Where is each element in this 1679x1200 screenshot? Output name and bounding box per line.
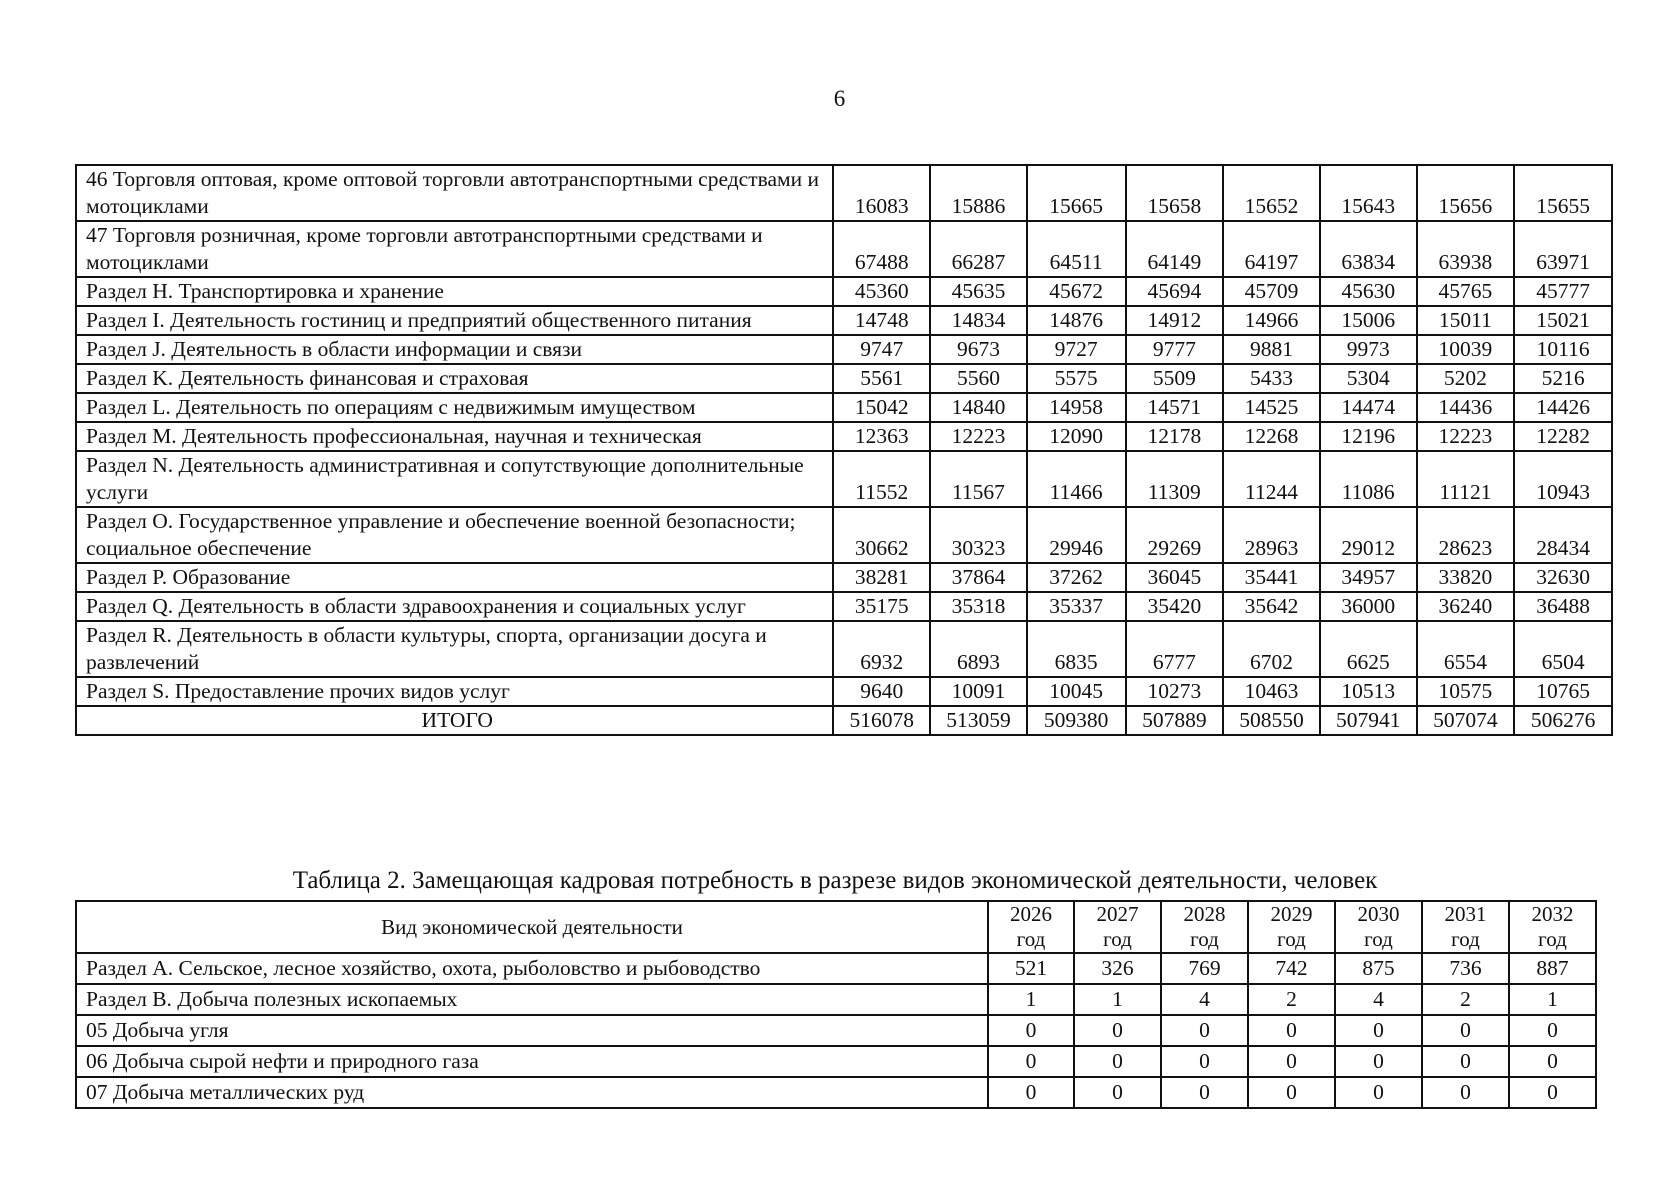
value-cell: 67488 — [833, 221, 930, 277]
year-unit: год — [1190, 927, 1219, 951]
value-cell: 15042 — [833, 393, 930, 422]
value-cell: 36488 — [1514, 592, 1612, 621]
value-cell: 6777 — [1126, 621, 1224, 677]
activity-name: 07 Добыча металлических руд — [76, 1077, 988, 1108]
table-row — [76, 165, 1612, 221]
table-row — [76, 507, 1612, 563]
value-cell: 15643 — [1320, 165, 1417, 221]
value-cell: 0 — [1074, 1046, 1161, 1077]
value-cell: 10091 — [930, 677, 1027, 706]
value-cell: 0 — [1509, 1015, 1596, 1046]
value-cell: 736 — [1422, 953, 1509, 984]
value-cell: 6893 — [930, 621, 1027, 677]
value-cell: 0 — [1335, 1015, 1422, 1046]
year-label: 2030 — [1357, 902, 1400, 926]
value-cell: 66287 — [930, 221, 1027, 277]
value-cell: 15006 — [1320, 306, 1417, 335]
value-cell: 11552 — [833, 451, 930, 507]
value-cell: 12223 — [930, 422, 1027, 451]
value-cell: 9673 — [930, 335, 1027, 364]
value-cell: 14912 — [1126, 306, 1224, 335]
total-value: 513059 — [930, 706, 1027, 735]
value-cell: 45765 — [1417, 277, 1515, 306]
value-cell: 14748 — [833, 306, 930, 335]
value-cell: 36045 — [1126, 563, 1224, 592]
table-row — [76, 621, 1612, 677]
activity-name: Раздел J. Деятельность в области информации и связи — [76, 335, 833, 364]
value-cell: 63938 — [1417, 221, 1515, 277]
year-unit: год — [1451, 927, 1480, 951]
value-cell: 5560 — [930, 364, 1027, 393]
value-cell: 30323 — [930, 507, 1027, 563]
value-cell: 0 — [1161, 1046, 1248, 1077]
table-row — [76, 677, 1612, 706]
value-cell: 12363 — [833, 422, 930, 451]
value-cell: 30662 — [833, 507, 930, 563]
value-cell: 35337 — [1027, 592, 1126, 621]
value-cell: 11086 — [1320, 451, 1417, 507]
year-unit: год — [1277, 927, 1306, 951]
value-cell: 6554 — [1417, 621, 1515, 677]
value-cell: 10273 — [1126, 677, 1224, 706]
value-cell: 4 — [1161, 984, 1248, 1015]
value-cell: 0 — [1509, 1077, 1596, 1108]
value-cell: 14958 — [1027, 393, 1126, 422]
value-cell: 12178 — [1126, 422, 1224, 451]
table-row — [76, 1046, 1596, 1077]
value-cell: 35175 — [833, 592, 930, 621]
total-value: 507889 — [1126, 706, 1224, 735]
value-cell: 0 — [1509, 1046, 1596, 1077]
value-cell: 64197 — [1223, 221, 1320, 277]
activity-name: Раздел H. Транспортировка и хранение — [76, 277, 833, 306]
value-cell: 6835 — [1027, 621, 1126, 677]
value-cell: 45635 — [930, 277, 1027, 306]
value-cell: 9973 — [1320, 335, 1417, 364]
value-cell: 0 — [1335, 1046, 1422, 1077]
year-label: 2026 — [1010, 902, 1052, 926]
value-cell: 4 — [1335, 984, 1422, 1015]
value-cell: 37864 — [930, 563, 1027, 592]
value-cell: 10045 — [1027, 677, 1126, 706]
column-header-activity: Вид экономической деятельности — [76, 901, 988, 953]
value-cell: 29946 — [1027, 507, 1126, 563]
value-cell: 15658 — [1126, 165, 1224, 221]
value-cell: 10513 — [1320, 677, 1417, 706]
employment-table-continued — [75, 164, 1613, 736]
value-cell: 742 — [1248, 953, 1335, 984]
year-label: 2031 — [1444, 902, 1487, 926]
activity-name: Раздел L. Деятельность по операциям с недвижимым имуществом — [76, 393, 833, 422]
value-cell: 15011 — [1417, 306, 1515, 335]
column-header-year — [1422, 901, 1509, 953]
value-cell: 5304 — [1320, 364, 1417, 393]
total-value: 516078 — [833, 706, 930, 735]
value-cell: 15665 — [1027, 165, 1126, 221]
activity-name: Раздел N. Деятельность административная и сопутствующие дополнительные услуги — [76, 451, 833, 507]
table-row — [76, 306, 1612, 335]
table-row — [76, 1077, 1596, 1108]
value-cell: 0 — [1422, 1077, 1509, 1108]
total-value: 508550 — [1223, 706, 1320, 735]
year-unit: год — [1364, 927, 1393, 951]
value-cell: 33820 — [1417, 563, 1515, 592]
table-row — [76, 221, 1612, 277]
value-cell: 2 — [1248, 984, 1335, 1015]
value-cell: 28963 — [1223, 507, 1320, 563]
value-cell: 5509 — [1126, 364, 1224, 393]
value-cell: 37262 — [1027, 563, 1126, 592]
table-row — [76, 364, 1612, 393]
value-cell: 0 — [988, 1046, 1074, 1077]
value-cell: 326 — [1074, 953, 1161, 984]
value-cell: 0 — [1161, 1015, 1248, 1046]
total-row — [76, 706, 1612, 735]
activity-name: Раздел M. Деятельность профессиональная, научная и техническая — [76, 422, 833, 451]
activity-name: Раздел Q. Деятельность в области здравоохранения и социальных услуг — [76, 592, 833, 621]
value-cell: 10039 — [1417, 335, 1515, 364]
column-header-year — [1509, 901, 1596, 953]
value-cell: 9881 — [1223, 335, 1320, 364]
table-header-row — [76, 901, 1596, 953]
total-label: ИТОГО — [76, 706, 833, 735]
table-row — [76, 953, 1596, 984]
column-header-year — [1248, 901, 1335, 953]
value-cell: 2 — [1422, 984, 1509, 1015]
activity-name: Раздел O. Государственное управление и обеспечение военной безопасности; социальное обеспечение — [76, 507, 833, 563]
value-cell: 9747 — [833, 335, 930, 364]
activity-name: 05 Добыча угля — [76, 1015, 988, 1046]
year-unit: год — [1538, 927, 1567, 951]
value-cell: 0 — [988, 1015, 1074, 1046]
value-cell: 10575 — [1417, 677, 1515, 706]
activity-name: Раздел В. Добыча полезных ископаемых — [76, 984, 988, 1015]
activity-name: 06 Добыча сырой нефти и природного газа — [76, 1046, 988, 1077]
value-cell: 34957 — [1320, 563, 1417, 592]
value-cell: 6504 — [1514, 621, 1612, 677]
value-cell: 5433 — [1223, 364, 1320, 393]
value-cell: 0 — [1248, 1015, 1335, 1046]
value-cell: 11466 — [1027, 451, 1126, 507]
value-cell: 14966 — [1223, 306, 1320, 335]
value-cell: 45694 — [1126, 277, 1224, 306]
value-cell: 0 — [1422, 1015, 1509, 1046]
value-cell: 14474 — [1320, 393, 1417, 422]
value-cell: 11567 — [930, 451, 1027, 507]
value-cell: 32630 — [1514, 563, 1612, 592]
value-cell: 12196 — [1320, 422, 1417, 451]
value-cell: 14571 — [1126, 393, 1224, 422]
value-cell: 10463 — [1223, 677, 1320, 706]
value-cell: 5575 — [1027, 364, 1126, 393]
table-row — [76, 422, 1612, 451]
value-cell: 12282 — [1514, 422, 1612, 451]
activity-name: Раздел S. Предоставление прочих видов услуг — [76, 677, 833, 706]
total-value: 507941 — [1320, 706, 1417, 735]
value-cell: 35318 — [930, 592, 1027, 621]
value-cell: 11244 — [1223, 451, 1320, 507]
column-header-year — [1074, 901, 1161, 953]
value-cell: 10943 — [1514, 451, 1612, 507]
value-cell: 35441 — [1223, 563, 1320, 592]
value-cell: 875 — [1335, 953, 1422, 984]
value-cell: 1 — [1509, 984, 1596, 1015]
value-cell: 15021 — [1514, 306, 1612, 335]
activity-name: Раздел R. Деятельность в области культуры, спорта, организации досуга и развлечений — [76, 621, 833, 677]
year-unit: год — [1016, 927, 1046, 951]
value-cell: 0 — [1074, 1077, 1161, 1108]
year-label: 2032 — [1531, 902, 1574, 926]
value-cell: 11309 — [1126, 451, 1224, 507]
value-cell: 14834 — [930, 306, 1027, 335]
value-cell: 63834 — [1320, 221, 1417, 277]
value-cell: 12268 — [1223, 422, 1320, 451]
value-cell: 16083 — [833, 165, 930, 221]
activity-name: Раздел А. Сельское, лесное хозяйство, охота, рыболовство и рыбоводство — [76, 953, 988, 984]
value-cell: 15656 — [1417, 165, 1515, 221]
value-cell: 29269 — [1126, 507, 1224, 563]
year-label: 2029 — [1270, 902, 1313, 926]
value-cell: 14436 — [1417, 393, 1515, 422]
activity-name: Раздел I. Деятельность гостиниц и предприятий общественного питания — [76, 306, 833, 335]
activity-name: Раздел K. Деятельность финансовая и страховая — [76, 364, 833, 393]
activity-name: Раздел P. Образование — [76, 563, 833, 592]
value-cell: 521 — [988, 953, 1074, 984]
table-row — [76, 335, 1612, 364]
value-cell: 1 — [988, 984, 1074, 1015]
value-cell: 6932 — [833, 621, 930, 677]
value-cell: 12090 — [1027, 422, 1126, 451]
column-header-year — [988, 901, 1074, 953]
replacement-demand-table — [75, 900, 1597, 1109]
value-cell: 14840 — [930, 393, 1027, 422]
total-value: 509380 — [1027, 706, 1126, 735]
value-cell: 12223 — [1417, 422, 1515, 451]
value-cell: 14525 — [1223, 393, 1320, 422]
value-cell: 10765 — [1514, 677, 1612, 706]
table-row — [76, 984, 1596, 1015]
value-cell: 1 — [1074, 984, 1161, 1015]
value-cell: 45672 — [1027, 277, 1126, 306]
activity-name: 47 Торговля розничная, кроме торговли автотранспортными средствами и мотоциклами — [76, 221, 833, 277]
value-cell: 11121 — [1417, 451, 1515, 507]
value-cell: 35420 — [1126, 592, 1224, 621]
value-cell: 9727 — [1027, 335, 1126, 364]
year-unit: год — [1103, 927, 1132, 951]
value-cell: 887 — [1509, 953, 1596, 984]
table-row — [76, 277, 1612, 306]
value-cell: 45630 — [1320, 277, 1417, 306]
value-cell: 0 — [1074, 1015, 1161, 1046]
table-row — [76, 451, 1612, 507]
value-cell: 63971 — [1514, 221, 1612, 277]
value-cell: 64511 — [1027, 221, 1126, 277]
value-cell: 9640 — [833, 677, 930, 706]
value-cell: 36000 — [1320, 592, 1417, 621]
value-cell: 5202 — [1417, 364, 1515, 393]
value-cell: 5216 — [1514, 364, 1612, 393]
value-cell: 64149 — [1126, 221, 1224, 277]
page-number: 6 — [833, 86, 846, 111]
value-cell: 9777 — [1126, 335, 1224, 364]
value-cell: 14876 — [1027, 306, 1126, 335]
value-cell: 29012 — [1320, 507, 1417, 563]
value-cell: 0 — [1422, 1046, 1509, 1077]
value-cell: 0 — [1335, 1077, 1422, 1108]
value-cell: 0 — [1248, 1077, 1335, 1108]
value-cell: 0 — [1161, 1077, 1248, 1108]
value-cell: 45360 — [833, 277, 930, 306]
value-cell: 28623 — [1417, 507, 1515, 563]
table-row — [76, 393, 1612, 422]
table-row — [76, 592, 1612, 621]
value-cell: 15655 — [1514, 165, 1612, 221]
value-cell: 28434 — [1514, 507, 1612, 563]
total-value: 507074 — [1417, 706, 1515, 735]
value-cell: 10116 — [1514, 335, 1612, 364]
table-row — [76, 1015, 1596, 1046]
value-cell: 38281 — [833, 563, 930, 592]
value-cell: 0 — [1248, 1046, 1335, 1077]
year-label: 2028 — [1183, 902, 1226, 926]
value-cell: 6702 — [1223, 621, 1320, 677]
value-cell: 15652 — [1223, 165, 1320, 221]
column-header-year — [1161, 901, 1248, 953]
activity-name: 46 Торговля оптовая, кроме оптовой торговли автотранспортными средствами и мотоциклами — [76, 165, 833, 221]
value-cell: 36240 — [1417, 592, 1515, 621]
value-cell: 15886 — [930, 165, 1027, 221]
table-row — [76, 563, 1612, 592]
value-cell: 5561 — [833, 364, 930, 393]
year-label: 2027 — [1096, 902, 1139, 926]
value-cell: 45709 — [1223, 277, 1320, 306]
value-cell: 45777 — [1514, 277, 1612, 306]
value-cell: 35642 — [1223, 592, 1320, 621]
table2-caption: Таблица 2. Замещающая кадровая потребность в разрезе видов экономической деятельности, человек — [292, 867, 1378, 894]
value-cell: 6625 — [1320, 621, 1417, 677]
value-cell: 14426 — [1514, 393, 1612, 422]
value-cell: 0 — [988, 1077, 1074, 1108]
column-header-year — [1335, 901, 1422, 953]
value-cell: 769 — [1161, 953, 1248, 984]
total-value: 506276 — [1514, 706, 1612, 735]
